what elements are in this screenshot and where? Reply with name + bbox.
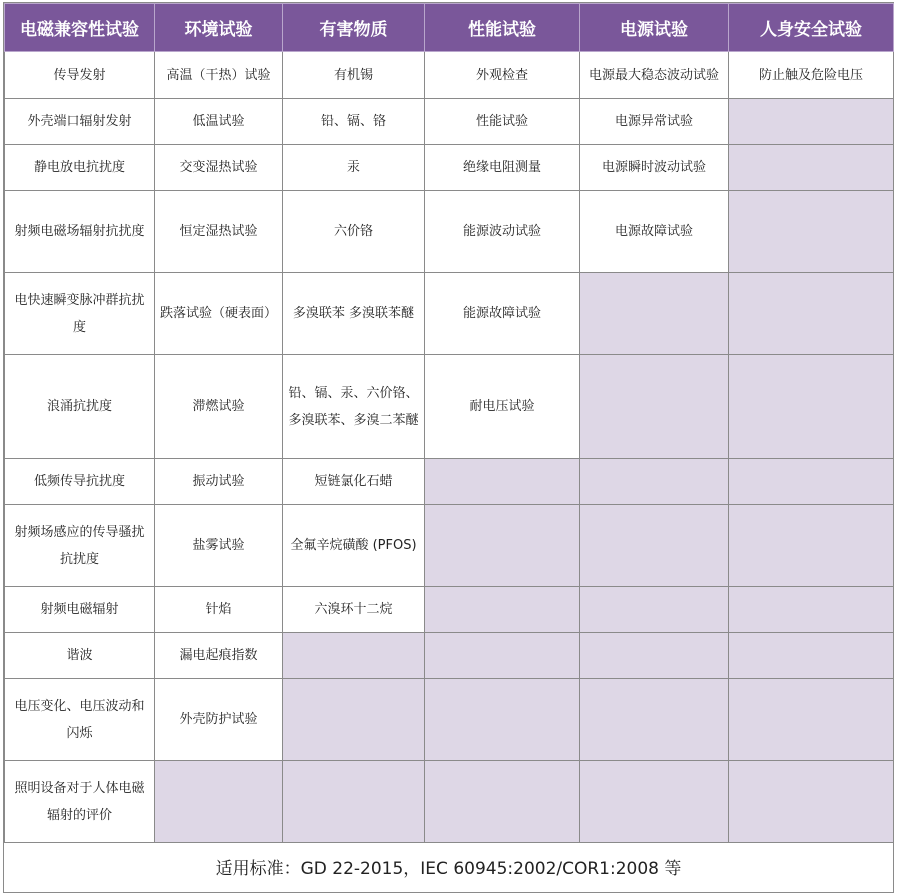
empty-cell: [580, 273, 729, 355]
table-row: [5, 191, 894, 273]
table-cell: 传导发射: [5, 52, 155, 99]
table-cell: 绝缘电阻测量: [425, 145, 580, 191]
empty-cell: [729, 273, 894, 355]
table-cell: 铅、镉、汞、六价铬、多溴联苯、多溴二苯醚: [283, 355, 425, 459]
empty-cell: [580, 587, 729, 633]
header-power-supply: 电源试验: [580, 4, 729, 52]
table-row: [5, 355, 894, 459]
empty-cell: [580, 633, 729, 679]
table-cell: 外壳端口辐射发射: [5, 99, 155, 145]
empty-cell: [425, 505, 580, 587]
empty-cell: [283, 679, 425, 761]
table-cell: 多溴联苯 多溴联苯醚: [283, 273, 425, 355]
header-emc: 电磁兼容性试验: [5, 4, 155, 52]
table-cell: 高温（干热）试验: [155, 52, 283, 99]
empty-cell: [283, 633, 425, 679]
empty-cell: [580, 679, 729, 761]
table-row: [5, 52, 894, 99]
empty-cell: [425, 633, 580, 679]
empty-cell: [729, 191, 894, 273]
empty-cell: [729, 355, 894, 459]
empty-cell: [580, 355, 729, 459]
header-performance: 性能试验: [425, 4, 580, 52]
table-cell: 电快速瞬变脉冲群抗扰度: [5, 273, 155, 355]
table-cell: 浪涌抗扰度: [5, 355, 155, 459]
table-cell: 外壳防护试验: [155, 679, 283, 761]
table-row: [5, 505, 894, 587]
empty-cell: [425, 587, 580, 633]
table-cell: 能源波动试验: [425, 191, 580, 273]
table-cell: 有机锡: [283, 52, 425, 99]
empty-cell: [425, 761, 580, 843]
table-cell: 耐电压试验: [425, 355, 580, 459]
table-row: [5, 679, 894, 761]
empty-cell: [729, 587, 894, 633]
test-items-table: [4, 3, 894, 843]
table-cell: 恒定湿热试验: [155, 191, 283, 273]
header-environment: 环境试验: [155, 4, 283, 52]
table-cell: 盐雾试验: [155, 505, 283, 587]
table-cell: 滞燃试验: [155, 355, 283, 459]
table-cell: 短链氯化石蜡: [283, 459, 425, 505]
header-row: [5, 4, 894, 52]
table-cell: 漏电起痕指数: [155, 633, 283, 679]
table-cell: 射频场感应的传导骚扰抗扰度: [5, 505, 155, 587]
table-cell: 汞: [283, 145, 425, 191]
table-cell: 射频电磁辐射: [5, 587, 155, 633]
table-cell: 跌落试验（硬表面）: [155, 273, 283, 355]
table-cell: 射频电磁场辐射抗扰度: [5, 191, 155, 273]
header-hazardous-substances: 有害物质: [283, 4, 425, 52]
table-cell: 低温试验: [155, 99, 283, 145]
empty-cell: [155, 761, 283, 843]
empty-cell: [580, 761, 729, 843]
table-cell: 低频传导抗扰度: [5, 459, 155, 505]
empty-cell: [729, 459, 894, 505]
table-cell: 静电放电抗扰度: [5, 145, 155, 191]
empty-cell: [729, 145, 894, 191]
empty-cell: [425, 679, 580, 761]
table-cell: 六溴环十二烷: [283, 587, 425, 633]
table-cell: 照明设备对于人体电磁辐射的评价: [5, 761, 155, 843]
table-cell: 性能试验: [425, 99, 580, 145]
empty-cell: [729, 505, 894, 587]
empty-cell: [580, 459, 729, 505]
table-row: [5, 587, 894, 633]
table-cell: 电源异常试验: [580, 99, 729, 145]
table-row: [5, 99, 894, 145]
table-cell: 交变湿热试验: [155, 145, 283, 191]
test-items-table-container: [3, 2, 894, 893]
table-cell: 电源瞬时波动试验: [580, 145, 729, 191]
table-cell: 谐波: [5, 633, 155, 679]
empty-cell: [425, 459, 580, 505]
table-row: [5, 145, 894, 191]
table-cell: 电源最大稳态波动试验: [580, 52, 729, 99]
table-cell: 能源故障试验: [425, 273, 580, 355]
table-cell: 针焰: [155, 587, 283, 633]
table-cell: 六价铬: [283, 191, 425, 273]
table-cell: 外观检查: [425, 52, 580, 99]
table-cell: 防止触及危险电压: [729, 52, 894, 99]
table-cell: 电压变化、电压波动和闪烁: [5, 679, 155, 761]
table-cell: 电源故障试验: [580, 191, 729, 273]
table-cell: 铅、镉、铬: [283, 99, 425, 145]
table-row: [5, 761, 894, 843]
empty-cell: [729, 99, 894, 145]
table-cell: 全氟辛烷磺酸 (PFOS): [283, 505, 425, 587]
empty-cell: [729, 761, 894, 843]
table-row: [5, 459, 894, 505]
empty-cell: [283, 761, 425, 843]
empty-cell: [729, 679, 894, 761]
empty-cell: [729, 633, 894, 679]
header-personal-safety: 人身安全试验: [729, 4, 894, 52]
empty-cell: [580, 505, 729, 587]
table-row: [5, 273, 894, 355]
table-cell: 振动试验: [155, 459, 283, 505]
table-row: [5, 633, 894, 679]
applicable-standards-note: 适用标准：GD 22-2015，IEC 60945:2002/COR1:2008 等: [215, 858, 682, 879]
